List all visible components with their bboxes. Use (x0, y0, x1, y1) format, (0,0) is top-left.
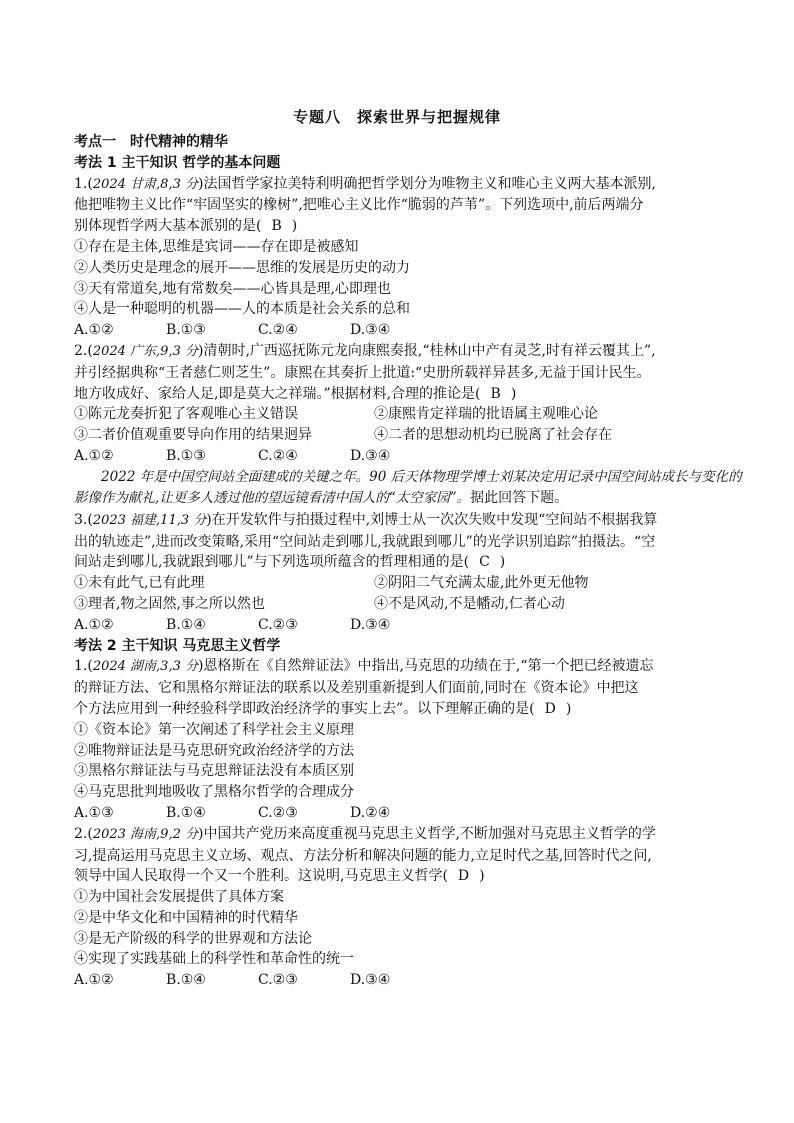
option-a: A.①③ (74, 804, 114, 821)
option-d: D.③④ (350, 447, 391, 464)
statement-item: ④二者的思想动机均已脱离了社会存在 (374, 427, 612, 444)
statement-item: ③黑格尔辩证法与马克思辩证法没有本质区别 (74, 763, 354, 780)
statement-item: ④不是风动,不是幡动,仁者心动 (374, 595, 565, 612)
statement-row (74, 573, 744, 594)
option-c: C.②④ (258, 447, 298, 464)
option-a: A.①② (74, 322, 114, 339)
question-stem: 习,提高运用马克思主义立场、观点、方法分析和解决问题的能力,立足时代之基,回答时代之问, (74, 847, 652, 864)
statement-item: ③二者价值观重要导向作用的结果迥异 (74, 427, 312, 444)
question-stem: 并引经据典称“王者慈仁则芝生”。康熙在其奏折上批道:“史册所载祥异甚多,无益于国计民生。 (74, 364, 651, 381)
option-c: C.②③ (258, 616, 298, 633)
answer: D (544, 700, 556, 717)
question-stem: 个方法应用到一种经验科学即政治经济学的事实上去”。以下理解正确的是( D ) (74, 699, 744, 720)
option-d: D.③④ (350, 322, 391, 339)
answer-options (74, 446, 744, 467)
option-b: B.①④ (166, 972, 206, 989)
question-stem: 1.(2024 湖南,3,3 分)恩格斯在《自然辩证法》中指出,马克思的功绩在于,“第一个把已经被遗忘 (74, 658, 654, 675)
answer-options (74, 803, 744, 824)
answer-options (74, 615, 744, 636)
section-heading: 考点一 时代精神的精华 (74, 134, 228, 150)
option-b: B.①④ (166, 616, 206, 633)
option-d: D.②④ (350, 804, 391, 821)
statement-item: ①为中国社会发展提供了具体方案 (74, 889, 284, 906)
question-5 (74, 824, 744, 991)
statement-item: ②人类历史是理念的展开——思维的发展是历史的动力 (74, 259, 410, 276)
answer: D (457, 868, 470, 885)
statement-item: ③是无产阶级的科学的世界观和方法论 (74, 930, 312, 947)
question-stem: 领导中国人民取得一个又一个胜利。这说明,马克思主义哲学( D ) (74, 866, 744, 887)
statement-item: ①陈元龙奏折犯了客观唯心主义错误 (74, 406, 298, 423)
subsection-heading: 考法 2 主干知识 马克思主义哲学 (74, 637, 281, 654)
material-paragraph: 2022 年是中国空间站全面建成的关键之年。90 后天体物理学博士刘某决定用记录中国空间站成长与变化的影像作为献礼,让更多人透过他的望远镜看清中国人的“太空家园”。据此回答下题。 (74, 468, 742, 507)
statement-row (74, 594, 744, 615)
option-d: D.③④ (350, 616, 391, 633)
statement-item: ③天有常道矣,地有常数矣——心皆具是理,心即理也 (74, 280, 391, 297)
question-source: 2023 海南,9,2 分 (92, 826, 198, 842)
question-stem: 他把唯物主义比作“牢固坚实的橡树”,把唯心主义比作“脆弱的芦苇”。下列选项中,前后两端分 (74, 197, 644, 214)
page-title: 专题八 探索世界与把握规律 (292, 108, 501, 126)
question-stem: 1.(2024 甘肃,8,3 分)法国哲学家拉美特利明确把哲学划分为唯物主义和唯心主义两大基本派别, (74, 175, 656, 192)
question-stem: 别体现哲学两大基本派别的是( B ) (74, 216, 744, 237)
option-c: C.②④ (258, 322, 298, 339)
question-stem: 2.(2024 广东,9,3 分)清朝时,广西巡抚陈元龙向康熙奏报,“桂林山中产有灵芝,时有祥云覆其上”, (74, 342, 656, 359)
question-stem: 地方收成好、家给人足,即是莫大之祥瑞。”根据材料,合理的推论是( B ) (74, 384, 744, 405)
question-source: 2024 湖南,3,3 分 (92, 659, 198, 675)
option-a: A.①② (74, 447, 114, 464)
statement-item: ①未有此气,已有此理 (74, 575, 205, 592)
question-4 (74, 656, 744, 823)
option-c: C.②③ (258, 972, 298, 989)
question-2 (74, 341, 744, 467)
answer-options (74, 970, 744, 991)
question-source: 2024 甘肃,8,3 分 (92, 176, 198, 192)
question-3 (74, 510, 744, 636)
statement-item: ②阴阳二气充满太虚,此外更无他物 (374, 575, 589, 592)
option-b: B.①③ (166, 322, 206, 339)
question-1 (74, 174, 744, 341)
content (74, 132, 744, 991)
statement-item: ②是中华文化和中国精神的时代精华 (74, 909, 298, 926)
option-b: B.①③ (166, 447, 206, 464)
statement-item: ②康熙肯定祥瑞的批语属主观唯心论 (374, 406, 598, 423)
answer: C (479, 554, 490, 571)
question-source: 2024 广东,9,3 分 (92, 343, 198, 359)
subsection-heading: 考法 1 主干知识 哲学的基本问题 (74, 154, 281, 171)
answer: B (271, 218, 282, 235)
option-a: A.①② (74, 972, 114, 989)
option-b: B.①④ (166, 804, 206, 821)
statement-item: ④马克思批判地吸收了黑格尔哲学的合理成分 (74, 784, 354, 801)
question-stem: 间站走到哪儿,我就跟到哪儿”与下列选项所蕴含的哲理相通的是( C ) (74, 552, 744, 573)
option-d: D.③④ (350, 972, 391, 989)
answer: B (490, 385, 501, 402)
answer-options (74, 320, 744, 341)
question-stem: 2.(2023 海南,9,2 分)中国共产党历来高度重视马克思主义哲学,不断加强对马克思主义哲学的学 (74, 825, 656, 842)
question-stem: 的辩证方法、它和黑格尔辩证法的联系以及差别重新提到人们面前,同时在《资本论》中把这 (74, 680, 639, 697)
statement-item: ①《资本论》第一次阐述了科学社会主义原理 (74, 721, 354, 738)
statement-item: ④人是一种聪明的机器——人的本质是社会关系的总和 (74, 301, 410, 318)
option-c: C.②③ (258, 804, 298, 821)
statement-row (74, 404, 744, 425)
statement-item: ②唯物辩证法是马克思研究政治经济学的方法 (74, 742, 354, 759)
statement-item: ①存在是主体,思维是宾词——存在即是被感知 (74, 238, 359, 255)
option-a: A.①② (74, 616, 114, 633)
question-source: 2023 福建,11,3 分 (92, 512, 207, 528)
question-stem: 3.(2023 福建,11,3 分)在开发软件与拍摄过程中,刘博士从一次次失败中发现“空间站不根据我算 (74, 511, 658, 528)
statement-item: ④实现了实践基础上的科学性和革命性的统一 (74, 951, 354, 968)
statement-item: ③理者,物之固然,事之所以然也 (74, 595, 265, 612)
question-stem: 出的轨迹走”,进而改变策略,采用“空间站走到哪儿,我就跟到哪儿”的光学识别追踪”拍摄法。“空 (74, 533, 656, 550)
statement-row (74, 425, 744, 446)
